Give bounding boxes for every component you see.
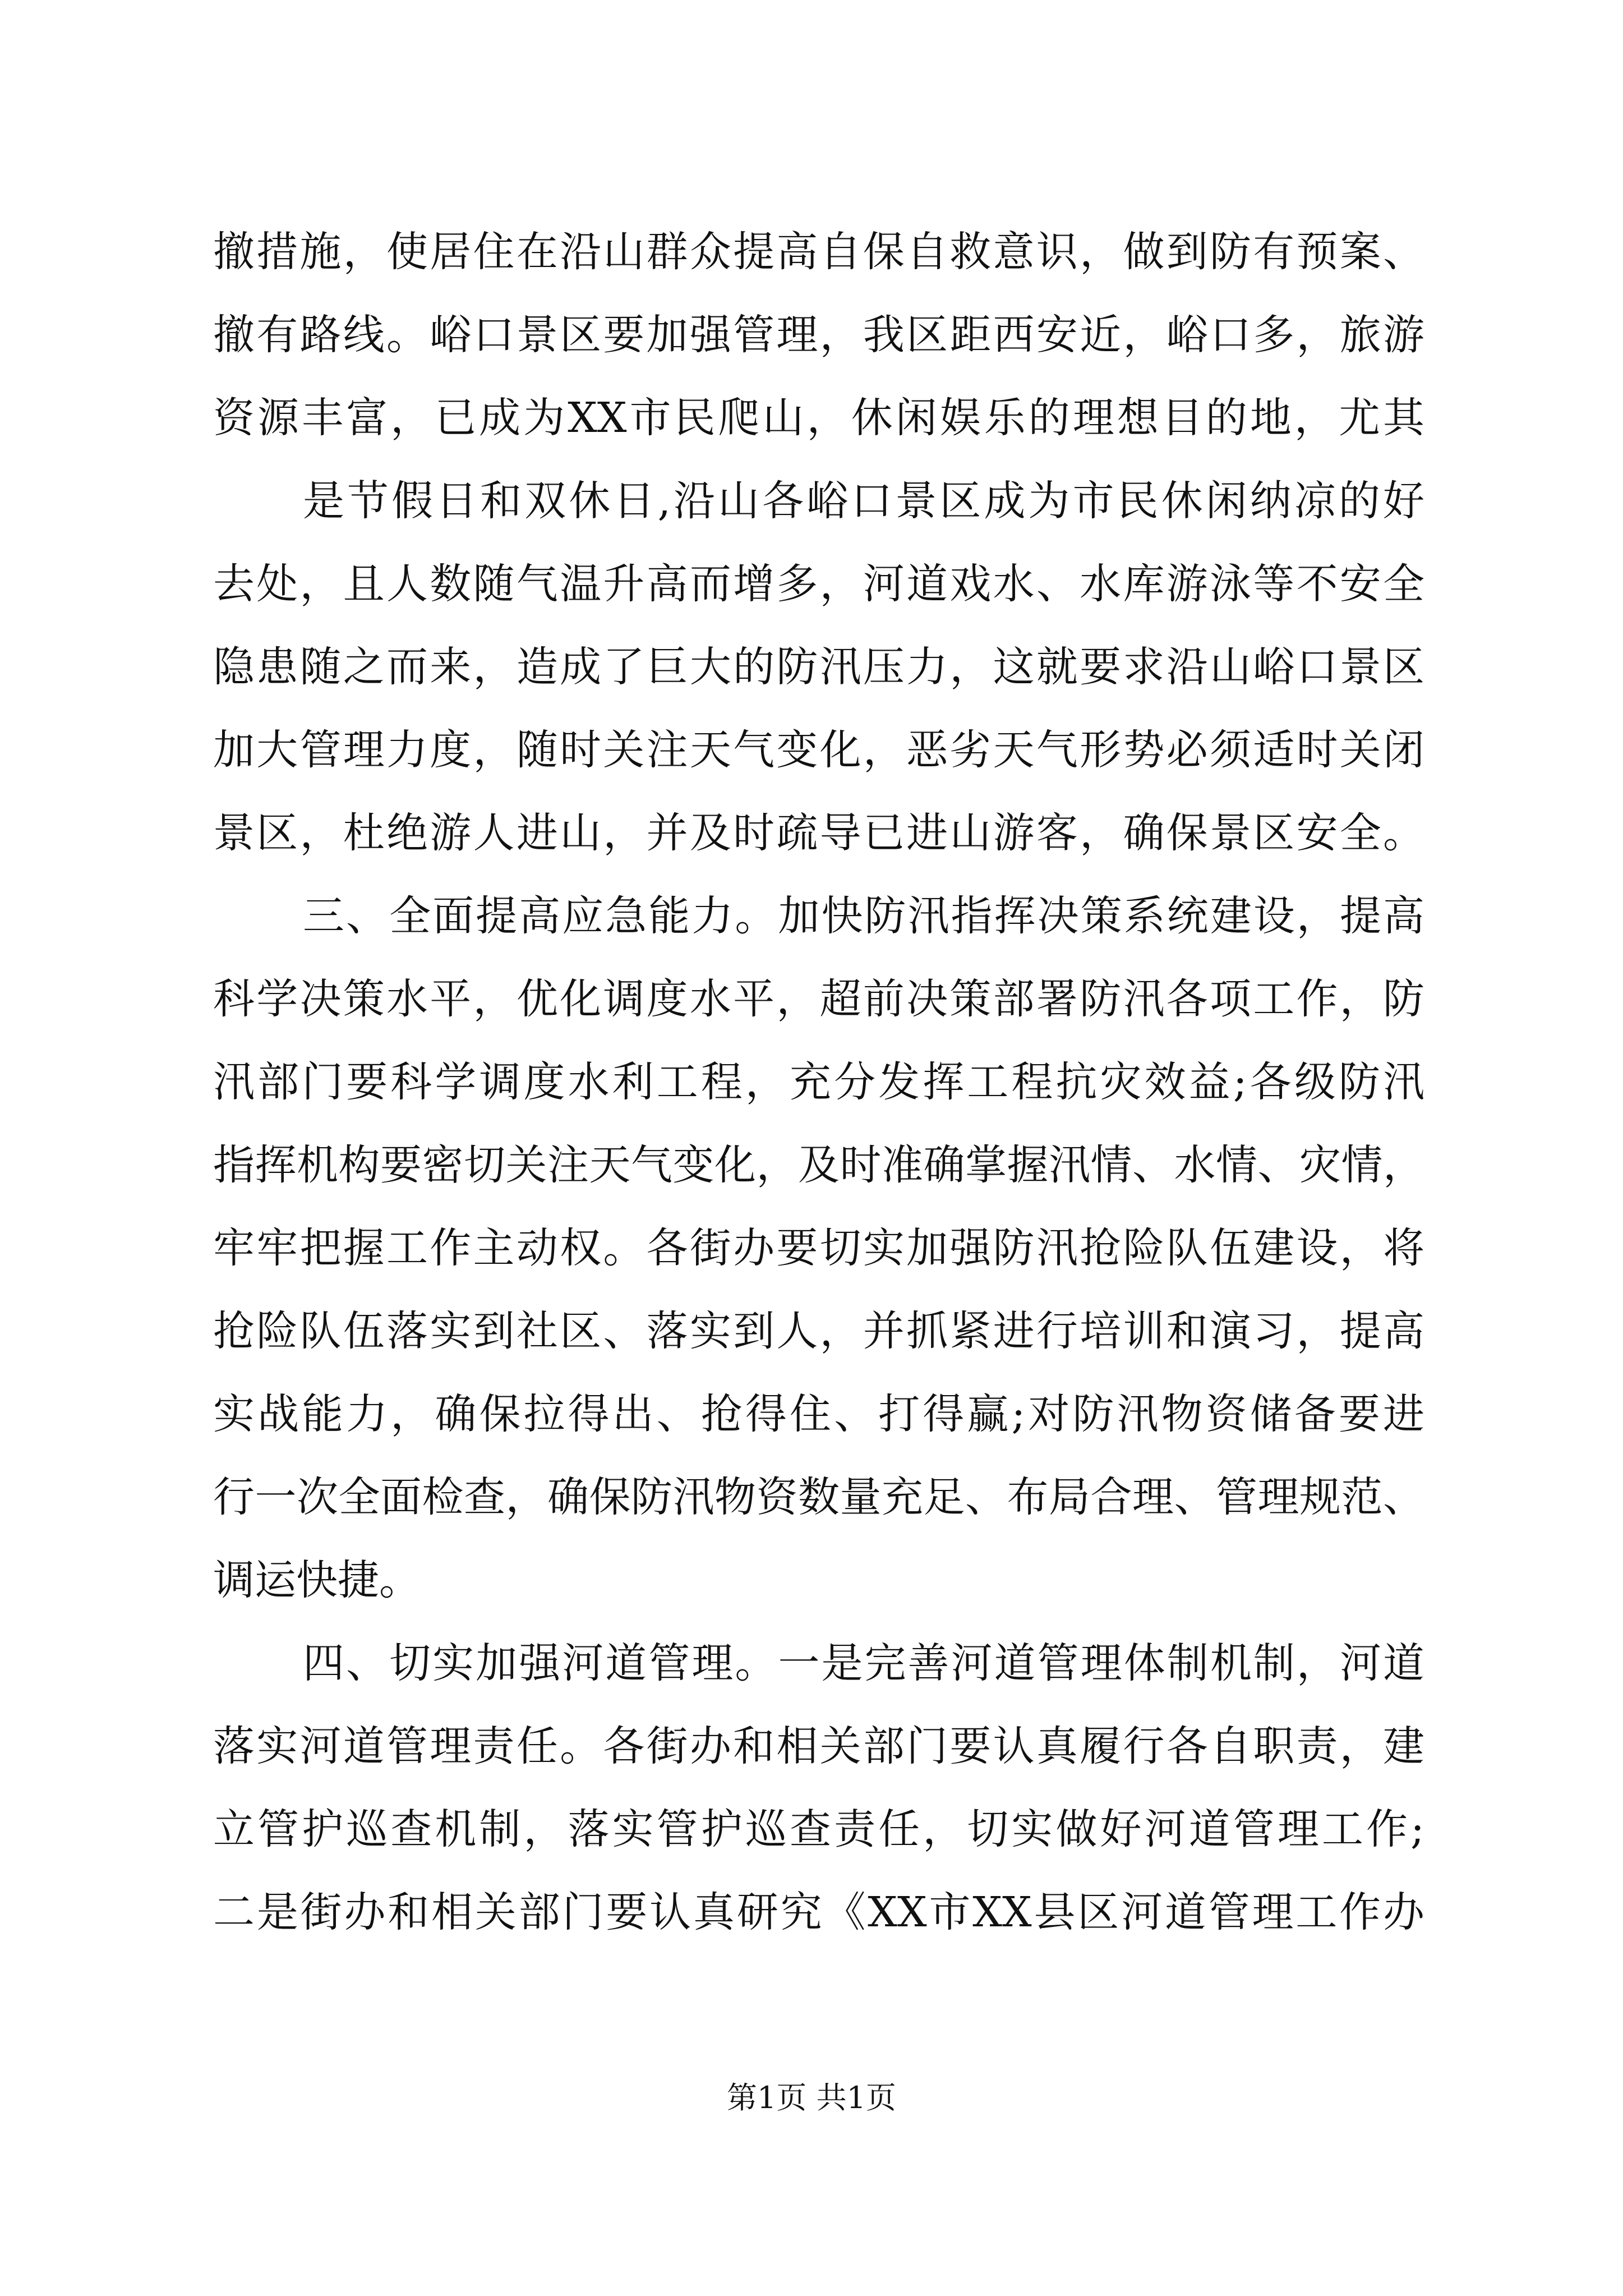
document-body [213, 210, 1424, 1954]
text-line: 行一次全面检查，确保防汛物资数量充足、布局合理、管理规范、 [213, 1473, 1424, 1521]
text-line: 景区，杜绝游人进山，并及时疏导已进山游客，确保景区安全。 [213, 809, 1424, 857]
text-line: 调运快捷。 [213, 1556, 421, 1604]
text-line: 牢牢把握工作主动权。各街办要切实加强防汛抢险队伍建设，将 [213, 1224, 1424, 1272]
text-line: 汛部门要科学调度水利工程，充分发挥工程抗灾效益;各级防汛 [213, 1058, 1424, 1106]
text-line: 二是街办和相关部门要认真研究《XX市XX县区河道管理工作办 [213, 1888, 1424, 1936]
text-line: 资源丰富，已成为XX市民爬山，休闲娱乐的理想目的地，尤其 [213, 394, 1424, 442]
text-line: 指挥机构要密切关注天气变化，及时准确掌握汛情、水情、灾情， [213, 1141, 1424, 1189]
text-line: 三、全面提高应急能力。加快防汛指挥决策系统建设，提高 [303, 892, 1424, 940]
page-footer [0, 2076, 1623, 2120]
text-line: 去处，且人数随气温升高而增多，河道戏水、水库游泳等不安全 [213, 560, 1424, 608]
text-line: 加大管理力度，随时关注天气变化，恶劣天气形势必须适时关闭 [213, 726, 1424, 774]
text-line: 隐患随之而来，造成了巨大的防汛压力，这就要求沿山峪口景区 [213, 643, 1424, 691]
text-line: 是节假日和双休日,沿山各峪口景区成为市民休闲纳凉的好 [303, 477, 1424, 525]
text-line: 四、切实加强河道管理。一是完善河道管理体制机制，河道 [303, 1639, 1424, 1687]
page-number-label: 第1页 共1页 [727, 2080, 896, 2115]
text-line: 落实河道管理责任。各街办和相关部门要认真履行各自职责，建 [213, 1722, 1424, 1770]
text-line: 撤有路线。峪口景区要加强管理，我区距西安近，峪口多，旅游 [213, 311, 1424, 359]
text-line: 科学决策水平，优化调度水平，超前决策部署防汛各项工作，防 [213, 975, 1424, 1023]
text-line: 立管护巡查机制，落实管护巡查责任，切实做好河道管理工作; [213, 1805, 1424, 1853]
text-line: 实战能力，确保拉得出、抢得住、打得赢;对防汛物资储备要进 [213, 1390, 1424, 1438]
text-line: 撤措施，使居住在沿山群众提高自保自救意识，做到防有预案、 [213, 228, 1424, 276]
text-line: 抢险队伍落实到社区、落实到人，并抓紧进行培训和演习，提高 [213, 1307, 1424, 1355]
